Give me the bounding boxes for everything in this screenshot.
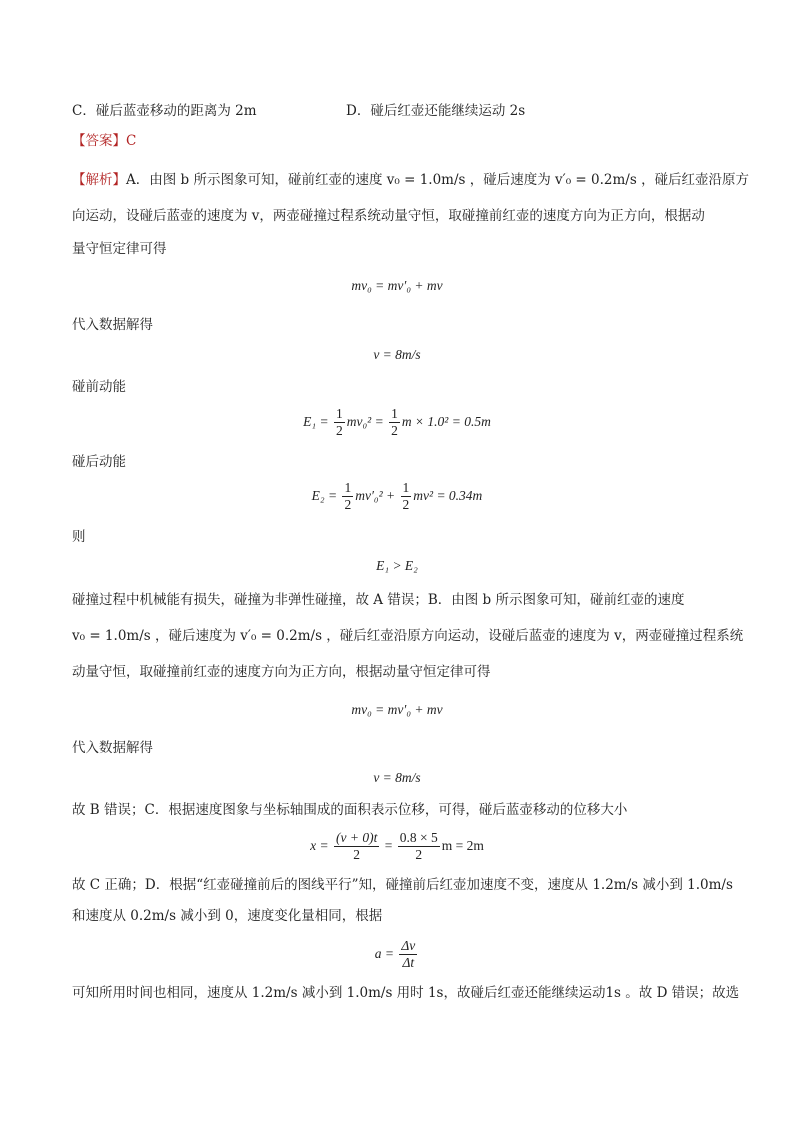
analysis-line-2: 向运动，设碰后蓝壶的速度为 v，两壶碰撞过程系统动量守恒，取碰撞前红壶的速度方向为正方向，根据动 — [72, 208, 705, 224]
answer-line — [72, 131, 732, 151]
half-num: 1 — [335, 406, 343, 422]
half-num-2: 1 — [391, 406, 398, 422]
a-fraction — [399, 938, 417, 971]
equation-e2 — [0, 478, 794, 514]
paragraph-2-line-3: 动量守恒，取碰撞前红壶的速度方向为正方向，根据动量守恒定律可得 — [72, 664, 491, 680]
x-frac1-den: 2 — [353, 847, 361, 863]
paragraph-5-line-1: 可知所用时间也相同，速度从 1.2m/s 减小到 1.0m/s 用时 1s，故碰后红壶还能继续运动1s 。故 D 错误；故选 — [72, 985, 740, 1001]
a-num: Δv — [401, 938, 416, 954]
x-eq: = — [384, 838, 393, 853]
paragraph-2-line-2: v₀ = 1.0m/s ，碰后速度为 v′₀ = 0.2m/s ，碰后红壶沿原方向运动，设碰后蓝壶的速度为 v，两壶碰撞过程系统 — [72, 628, 744, 644]
half-den-3: 2 — [344, 497, 352, 513]
paragraph-2-line-1: 碰撞过程中机械能有损失，碰撞为非弹性碰撞，故 A 错误；B．由图 b 所示图象可知，碰前红壶的速度 — [72, 592, 685, 608]
analysis-line-3: 量守恒定律可得 — [72, 241, 167, 257]
half-fraction-2 — [389, 406, 400, 439]
analysis-line-1 — [72, 170, 750, 190]
half-fraction-4 — [401, 480, 412, 513]
equation-velocity: v = 8m/s — [373, 347, 421, 362]
e1-right: m × 1.0² = 0.5m — [401, 414, 491, 429]
half-num-4: 1 — [402, 480, 410, 496]
paragraph-4-line-1: 故 C 正确；D．根据“红壶碰撞前后的图线平行”知，碰撞前后红壶加速度不变，速度从 1.2m/s 减小到 1.0m/s — [72, 877, 733, 893]
e1-left: E₁ = — [303, 414, 329, 429]
equation-momentum: mv₀ = mv′₀ + mv — [351, 278, 443, 293]
answer-label: 【答案】 — [72, 133, 126, 149]
option-d: D．碰后红壶还能继续运动 2s — [346, 103, 526, 119]
x-fraction-2 — [398, 830, 440, 863]
equation-compare: E₁ > E₂ — [376, 558, 418, 573]
half-num-3: 1 — [344, 480, 352, 496]
half-den-4: 2 — [402, 497, 410, 513]
a-left: a = — [374, 946, 394, 961]
paragraph-3-line-1: 故 B 错误；C．根据速度图象与坐标轴围成的面积表示位移，可得，碰后蓝壶移动的位移大小 — [72, 802, 628, 818]
substitute-label-2: 代入数据解得 — [72, 740, 153, 756]
x-frac2-den: 2 — [415, 847, 423, 863]
equation-momentum-2: mv₀ = mv′₀ + mv — [351, 702, 443, 717]
half-den-2: 2 — [391, 423, 398, 439]
then-label: 则 — [72, 529, 86, 545]
x-left: x = — [310, 838, 329, 853]
e2-right: mv² = 0.34m — [413, 488, 483, 503]
x-frac2-num: 0.8 × 5 — [399, 830, 438, 846]
x-frac1-num: (v + 0)t — [336, 830, 378, 846]
analysis-label: 【解析】 — [72, 172, 126, 188]
option-c: C．碰后蓝壶移动的距离为 2m — [72, 103, 257, 119]
x-fraction-1 — [334, 830, 379, 863]
equation-displacement — [0, 826, 794, 866]
after-ke-label: 碰后动能 — [72, 454, 126, 470]
e2-mid: mv′₀² + — [355, 488, 396, 503]
equation-acceleration — [0, 934, 794, 974]
x-right: m = 2m — [441, 838, 484, 853]
equation-e1 — [0, 404, 794, 440]
a-den: Δt — [402, 955, 415, 971]
half-fraction — [334, 406, 345, 439]
before-ke-label: 碰前动能 — [72, 379, 126, 395]
e2-left: E₂ = — [311, 488, 338, 503]
half-den: 2 — [335, 423, 343, 439]
equation-velocity-2: v = 8m/s — [373, 770, 421, 785]
analysis-text: A．由图 b 所示图象可知，碰前红壶的速度 v₀ = 1.0m/s ，碰后速度为 v′₀ = 0.2m/s ，碰后红壶沿原方 — [126, 172, 750, 188]
substitute-label: 代入数据解得 — [72, 317, 153, 333]
paragraph-4-line-2: 和速度从 0.2m/s 减小到 0，速度变化量相同，根据 — [72, 908, 383, 924]
half-fraction-3 — [342, 480, 353, 513]
e1-mid: mv₀² = — [346, 414, 384, 429]
answer-value: C — [126, 133, 137, 149]
